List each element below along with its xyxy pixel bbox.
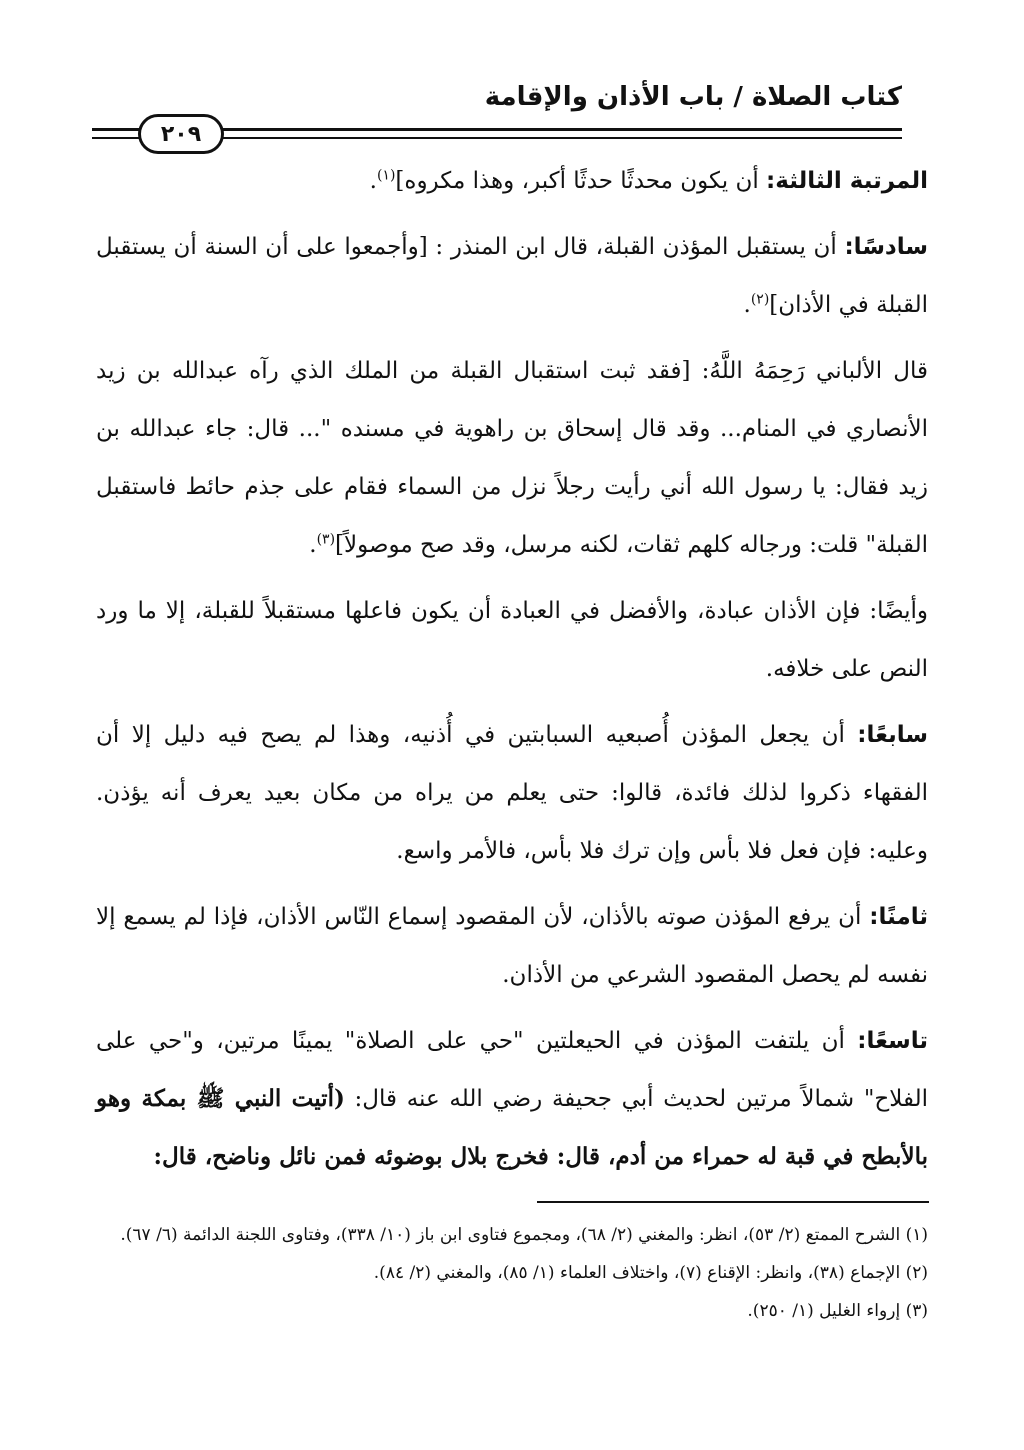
paragraph-end: . <box>743 292 751 318</box>
paragraph-text: أن يجعل المؤذن أُصبعيه السبابتين في أُذنيه، وهذا لم يصح فيه دليل إلا أن الفقهاء ذكروا لذلك فائدة، قالوا: حتى يعلم من يراه من مكان بعيد يعرف أنه يؤذن. وعليه: فإن فعل فلا بأس وإن ترك فلا بأس، فالأمر واسع. <box>96 722 928 864</box>
paragraph <box>96 582 928 698</box>
footnote: (١) الشرح الممتع (٢/ ٥٣)، انظر: والمغني (٢/ ٦٨)، ومجموع فتاوى ابن باز (١٠/ ٣٣٨)، وفتاوى اللجنة الدائمة (٦/ ٦٧). <box>120 1225 928 1245</box>
paragraph-text: أن يكون محدثًا حدثًا أكبر، وهذا مكروه] <box>395 168 767 194</box>
page-body <box>96 152 928 1194</box>
paragraph-end: . <box>309 532 317 558</box>
paragraph-text: أن يرفع المؤذن صوته بالأذان، لأن المقصود إسماع النّاس الأذان، فإذا لم يسمع إلا نفسه لم يحصل المقصود الشرعي من الأذان. <box>96 904 928 988</box>
footnote-ref: (٢) <box>750 291 770 308</box>
paragraph-lead: تاسعًا: <box>857 1028 928 1054</box>
paragraph-lead: ثامنًا: <box>869 904 928 930</box>
paragraph <box>96 706 928 880</box>
running-header-title: كتاب الصلاة / باب الأذان والإقامة <box>484 82 902 112</box>
paragraph-text: أن يلتفت المؤذن في الحيعلتين "حي على الصلاة" يمينًا مرتين، و"حي على الفلاح" شمالاً مرتين لحديث أبي جحيفة رضي الله عنه قال: <box>96 1028 928 1112</box>
footnote-separator <box>537 1201 929 1203</box>
paragraph-lead: سادسًا: <box>844 234 928 260</box>
footnote: (٢) الإجماع (٣٨)، وانظر: الإقناع (٧)، واختلاف العلماء (١/ ٨٥)، والمغني (٢/ ٨٤). <box>373 1263 928 1283</box>
paragraph <box>96 218 928 334</box>
footnote-ref: (١) <box>376 167 396 184</box>
footnote: (٣) إرواء الغليل (١/ ٢٥٠). <box>747 1301 928 1321</box>
paragraph <box>96 888 928 1004</box>
paragraph-text: قال الألباني رَحِمَهُ اللَّهُ: [فقد ثبت استقبال القبلة من الملك الذي رآه عبدالله بن زيد الأنصاري في المنام... وقد قال إسحاق بن راهوية في مسنده "... قال: جاء عبدالله بن زيد فقال: يا رسول الله أني رأيت رجلاً نزل من السماء فقام على جذم حائط فاستقبل القبلة" قلت: ورجاله كلهم ثقات، لكنه مرسل، وقد صح موصولاً] <box>96 358 928 558</box>
paragraph <box>96 1012 928 1186</box>
page-number-badge: ٢٠٩ <box>138 114 224 154</box>
paragraph-lead: سابعًا: <box>857 722 928 748</box>
paragraph <box>96 152 928 210</box>
footnotes <box>96 1216 928 1330</box>
paragraph <box>96 342 928 574</box>
paragraph-text: أن يستقبل المؤذن القبلة، قال ابن المنذر : [وأجمعوا على أن السنة أن يستقبل القبلة في الأذان] <box>96 234 928 318</box>
paragraph-lead: المرتبة الثالثة: <box>766 168 928 194</box>
paragraph-end: . <box>369 168 377 194</box>
footnote-ref: (٣) <box>316 531 336 548</box>
hadith-quote: (أتيت النبي ﷺ بمكة وهو بالأبطح في قبة له حمراء من أدم، قال: فخرج بلال بوضوئه فمن نائل وناضح، قال: <box>96 1085 928 1170</box>
paragraph-text: وأيضًا: فإن الأذان عبادة، والأفضل في العبادة أن يكون فاعلها مستقبلاً للقبلة، إلا ما ورد النص على خلافه. <box>96 598 928 682</box>
